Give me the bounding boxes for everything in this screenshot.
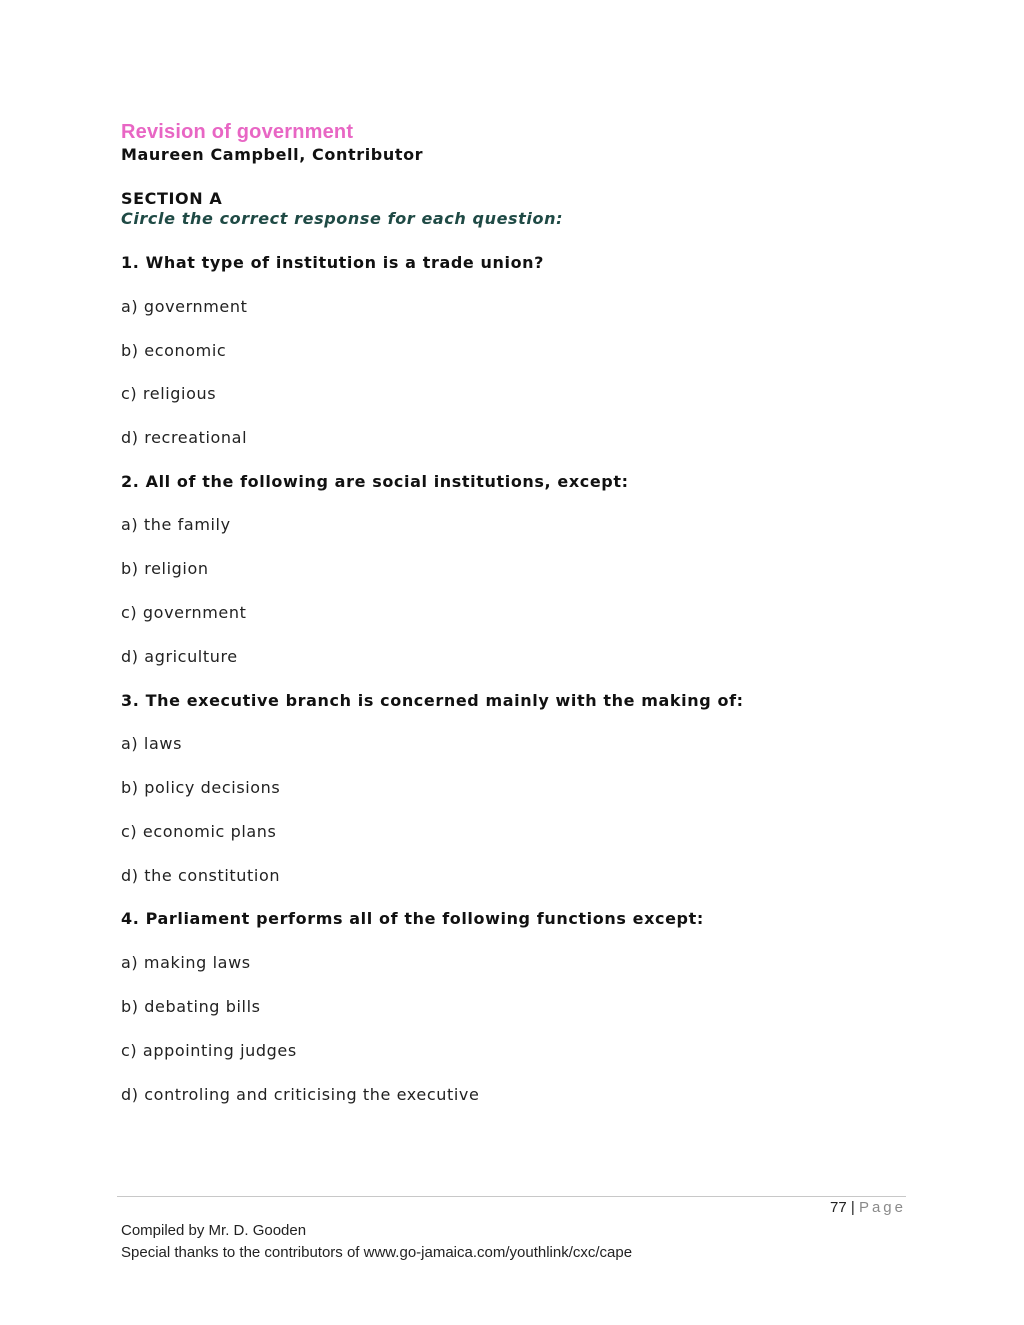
question-3-option-a: a) laws bbox=[121, 734, 183, 753]
question-2-option-d: d) agriculture bbox=[121, 647, 238, 666]
page-number bbox=[830, 1199, 906, 1216]
question-3: 3. The executive branch is concerned mainly with the making of: bbox=[121, 691, 744, 710]
question-2-option-a: a) the family bbox=[121, 515, 231, 534]
section-heading: SECTION A bbox=[121, 189, 223, 208]
footer-compiled-by: Compiled by Mr. D. Gooden bbox=[121, 1222, 307, 1239]
question-2-option-c: c) government bbox=[121, 603, 247, 622]
page-number-separator: | bbox=[850, 1199, 855, 1216]
question-4-option-b: b) debating bills bbox=[121, 997, 261, 1016]
question-4: 4. Parliament performs all of the following functions except: bbox=[121, 909, 704, 928]
footer-thanks: Special thanks to the contributors of www.go-jamaica.com/youthlink/cxc/cape bbox=[121, 1244, 633, 1261]
question-4-option-d: d) controling and criticising the executive bbox=[121, 1085, 480, 1104]
question-1-option-b: b) economic bbox=[121, 341, 227, 360]
question-3-option-d: d) the constitution bbox=[121, 866, 281, 885]
question-2: 2. All of the following are social institutions, except: bbox=[121, 472, 629, 491]
question-1-option-a: a) government bbox=[121, 297, 248, 316]
author-line: Maureen Campbell, Contributor bbox=[121, 145, 424, 164]
section-instruction: Circle the correct response for each question: bbox=[121, 209, 564, 228]
footer-divider bbox=[117, 1196, 906, 1197]
question-4-option-c: c) appointing judges bbox=[121, 1041, 297, 1060]
question-1: 1. What type of institution is a trade union? bbox=[121, 253, 545, 272]
document-title: Revision of government bbox=[121, 121, 354, 143]
question-1-option-d: d) recreational bbox=[121, 428, 248, 447]
question-2-option-b: b) religion bbox=[121, 559, 209, 578]
question-3-option-b: b) policy decisions bbox=[121, 778, 281, 797]
question-4-option-a: a) making laws bbox=[121, 953, 251, 972]
page-number-value: 77 bbox=[830, 1199, 847, 1216]
page-label: Page bbox=[858, 1199, 906, 1216]
question-3-option-c: c) economic plans bbox=[121, 822, 277, 841]
question-1-option-c: c) religious bbox=[121, 384, 217, 403]
